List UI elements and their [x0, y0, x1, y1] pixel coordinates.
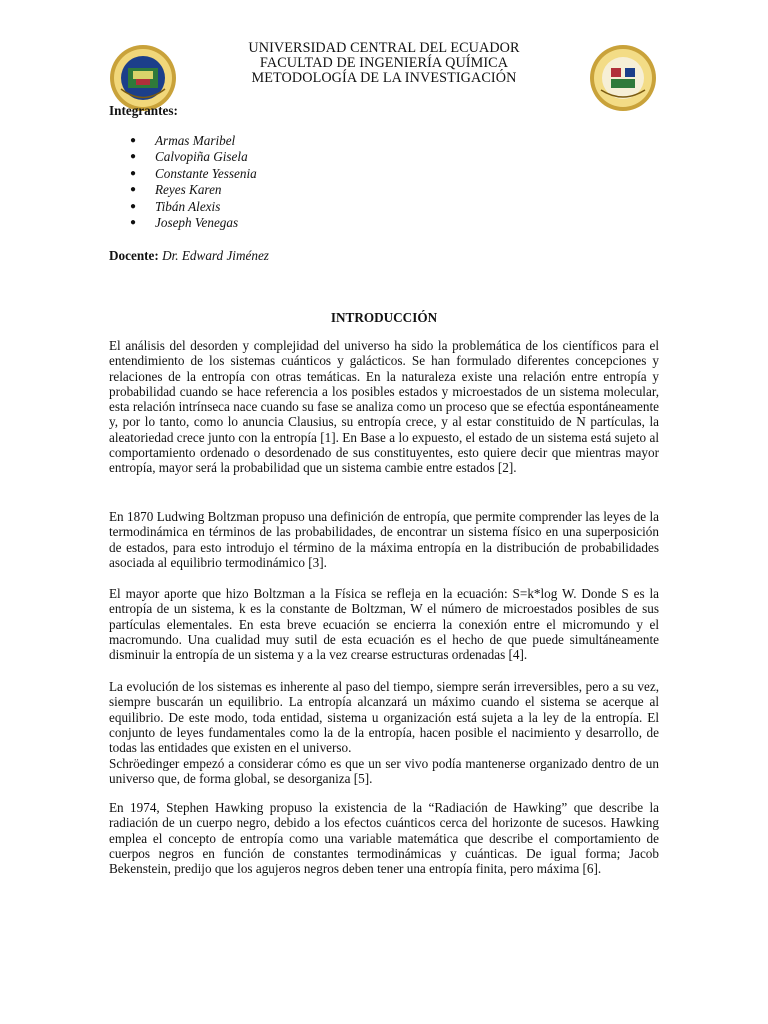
member-name: Calvopiña Gisela: [155, 149, 248, 165]
paragraph-boltzman-definition: En 1870 Ludwing Boltzman propuso una definición de entropía, que permite comprender las leyes de la termodinámica en términos de las probabilidades, de encontrar un sistema físico en una superposición de estados, para esto introdujo el término de la máxima entropía en la distribución de probabilidades asociada al equilibrio termodinámico [3].: [109, 509, 659, 570]
teacher-line: [109, 248, 269, 264]
paragraph-schroedinger: Schröedinger empezó a considerar cómo es que un ser vivo podía mantenerse organizado dentro de un universo que, de forma global, se desorganiza [5].: [109, 756, 659, 787]
paragraph-intro: El análisis del desorden y complejidad del universo ha sido la problemática de los científicos para el entendimiento de los sistemas cuánticos y galácticos. Se han formulado diferentes concepciones y relaciones de la entropía con otras temáticas. En la naturaleza existe una relación entre entropía y probabilidad cuando se hace referencia a los posibles estados y microestados de un sistema molecular, esta relación intrínseca nace cuando su fase se analiza como un proceso que se efectúa espontáneamente y, por lo tanto, como lo anuncia Clausius, su entropía crece, y al estar constituido de N partículas, la aleatoriedad crece junto con la entropía [1]. En Base a lo expuesto, el estado de un sistema está sujeto al comportamiento ordenado o desordenado de sus constituyentes, esto quiere decir que mientras mayor entropía, mayor será la probabilidad que un sistema cambie entre estados [2].: [109, 338, 659, 476]
bullet-icon: ●: [130, 151, 137, 163]
header-course: METODOLOGÍA DE LA INVESTIGACIÓN: [251, 70, 517, 87]
list-item: [130, 199, 257, 215]
teacher-label: Docente:: [109, 248, 159, 263]
header-university: UNIVERSIDAD CENTRAL DEL ECUADOR: [248, 40, 520, 56]
bullet-icon: ●: [130, 184, 137, 196]
members-list: [130, 133, 257, 231]
member-name: Armas Maribel: [155, 133, 236, 148]
paragraph-hawking: En 1974, Stephen Hawking propuso la existencia de la “Radiación de Hawking” que describe la radiación de un cuerpo negro, debido a los efectos cuánticos cerca del horizonte de sucesos. Hawking emplea el concepto de entropía como una variable matemática que describe el comportamiento de cuerpos negros en función de constantes termodinámicas y cuánticas. De igual forma; Jacob Bekenstein, predijo que los agujeros negros deben tener una entropía finita, pero máxima [6].: [109, 800, 659, 877]
list-item: [130, 166, 257, 182]
list-item: [130, 133, 257, 149]
member-name: Joseph Venegas: [155, 215, 239, 231]
teacher-name: Dr. Edward Jiménez: [162, 248, 269, 263]
bullet-icon: ●: [130, 135, 137, 146]
member-name: Tibán Alexis: [155, 198, 221, 214]
bullet-icon: ●: [130, 200, 137, 212]
list-item: [130, 182, 257, 198]
member-name: Constante Yessenia: [155, 165, 257, 181]
members-label: Integrantes:: [109, 103, 178, 118]
header-faculty: FACULTAD DE INGENIERÍA QUÍMICA: [259, 55, 509, 72]
bullet-icon: ●: [130, 217, 137, 229]
section-title: INTRODUCCIÓN: [330, 310, 438, 325]
member-name: Reyes Karen: [155, 182, 222, 198]
list-item: [130, 215, 257, 231]
paragraph-boltzman-equation: El mayor aporte que hizo Boltzman a la Física se refleja en la ecuación: S=k*log W. Donde S es la entropía de un sistema, k es la constante de Boltzman, W el número de microestados posibles de sus partículas elementales. En esta breve ecuación se encierra la conexión entre el micromundo y el macromundo. Una cualidad muy sutil de esta ecuación es el hecho de que puede simultáneamente disminuir la entropía de un sistema y a la vez crearse estructuras ordenadas [4].: [109, 586, 659, 663]
list-item: [130, 149, 257, 165]
document-header: [0, 41, 768, 87]
paragraph-evolution: La evolución de los sistemas es inherente al paso del tiempo, siempre serán irreversibles, pero a su vez, siempre buscarán un equilibrio. La entropía alcanzará un máximo cuando el sistema se acerque al equilibrio. De este modo, toda entidad, sistema u organización está sujeta a la ley de la entropía. El conjunto de leyes fundamentales como la de la entropía, hacen posible el nacimiento y desarrollo, de todas las entidades que existen en el universo.: [109, 679, 659, 756]
bullet-icon: ●: [130, 167, 137, 179]
